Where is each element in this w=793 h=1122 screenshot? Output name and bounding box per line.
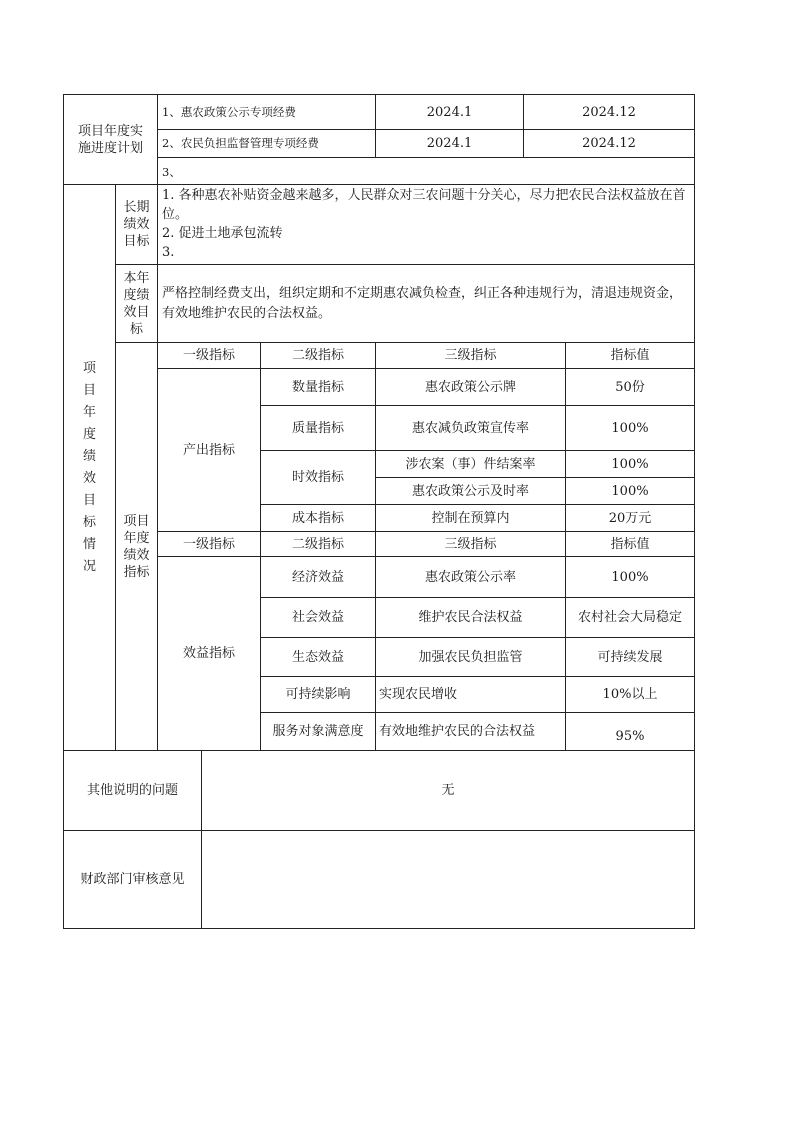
long-term-label: 长期绩效目标 [123, 200, 150, 249]
finance-review-value [202, 831, 694, 928]
output-value-3: 100% [611, 456, 649, 472]
schedule-item-3: 3、 [162, 165, 181, 179]
benefit-level2-2: 社会效益 [291, 610, 344, 625]
header-level2: 二级指标 [291, 348, 344, 363]
output-level3-1: 惠农政策公示牌 [424, 379, 516, 395]
output-value-5: 20万元 [608, 510, 652, 526]
output-level2-3: 时效指标 [291, 470, 344, 485]
header-value: 指标值 [610, 348, 650, 363]
annual-goal-label: 本年度绩效目标 [123, 270, 150, 337]
schedule-start-3 [376, 158, 523, 184]
schedule-end-2: 2024.12 [582, 136, 636, 151]
benefit-level1: 效益指标 [182, 646, 235, 661]
output-value-2: 100% [611, 420, 649, 436]
annual-goal-text: 严格控制经费支出，组织定期和不定期惠农减负检查，纠正各种违规行为，清退违规资金，有效地维护农民的合法权益。 [162, 285, 683, 321]
benefit-value-3: 可持续发展 [597, 649, 663, 665]
benefit-level3-1: 惠农政策公示率 [424, 569, 516, 585]
finance-review-label: 财政部门审核意见 [80, 872, 185, 887]
output-level3-4: 惠农政策公示及时率 [411, 483, 529, 499]
benefit-level3-2: 维护农民合法权益 [418, 610, 523, 625]
benefit-level2-1: 经济效益 [291, 569, 344, 585]
long-term-text: 1. 各种惠农补贴资金越来越多，人民群众对三农问题十分关心，尽力把农民合法权益放在首位。 2. 促进土地承包流转 3. [162, 188, 686, 260]
benefit-value-4: 10%以上 [602, 687, 658, 702]
output-level2-1: 数量指标 [291, 379, 344, 395]
benefit-value-1: 100% [611, 569, 649, 585]
benefit-value-5: 95% [615, 729, 645, 744]
output-level1: 产出指标 [182, 442, 235, 458]
schedule-end-3 [524, 158, 694, 184]
output-level3-3: 涉农案（事）件结案率 [405, 456, 536, 472]
output-level2-2: 质量指标 [291, 420, 344, 436]
schedule-start-2: 2024.1 [426, 136, 473, 151]
schedule-start-1: 2024.1 [426, 104, 473, 120]
benefit-level3-3: 加强农民负担监管 [418, 649, 523, 665]
benefit-level2-4: 可持续影响 [285, 687, 351, 702]
other-issues-label: 其他说明的问题 [86, 783, 178, 798]
header-level3: 三级指标 [444, 348, 497, 363]
header-level1: 一级指标 [182, 348, 235, 363]
benefit-level2-5: 服务对象满意度 [272, 724, 364, 739]
schedule-label: 项目年度实施进度计划 [77, 123, 143, 156]
header2-level3: 三级指标 [444, 536, 497, 552]
header2-value: 指标值 [610, 536, 650, 552]
benefit-value-2: 农村社会大局稳定 [577, 610, 682, 625]
output-value-4: 100% [611, 483, 649, 499]
schedule-item-2: 2、农民负担监督管理专项经费 [162, 136, 319, 150]
output-value-1: 50份 [615, 379, 645, 395]
output-level3-2: 惠农减负政策宣传率 [411, 420, 529, 436]
output-level2-5: 成本指标 [291, 510, 344, 526]
benefit-level3-5: 有效地维护农民的合法权益 [379, 724, 536, 739]
header2-level2: 二级指标 [291, 536, 344, 552]
schedule-end-1: 2024.12 [582, 104, 636, 120]
benefit-level2-3: 生态效益 [291, 649, 344, 665]
header2-level1: 一级指标 [182, 536, 235, 552]
output-level3-5: 控制在预算内 [431, 510, 510, 526]
performance-section-label: 项目年度绩效目标情况 [82, 360, 96, 574]
benefit-level3-4: 实现农民增收 [379, 687, 458, 702]
indicators-label: 项目年度绩效指标 [123, 513, 150, 580]
schedule-item-1: 1、惠农政策公示专项经费 [162, 104, 296, 119]
other-issues-value: 无 [441, 783, 455, 798]
